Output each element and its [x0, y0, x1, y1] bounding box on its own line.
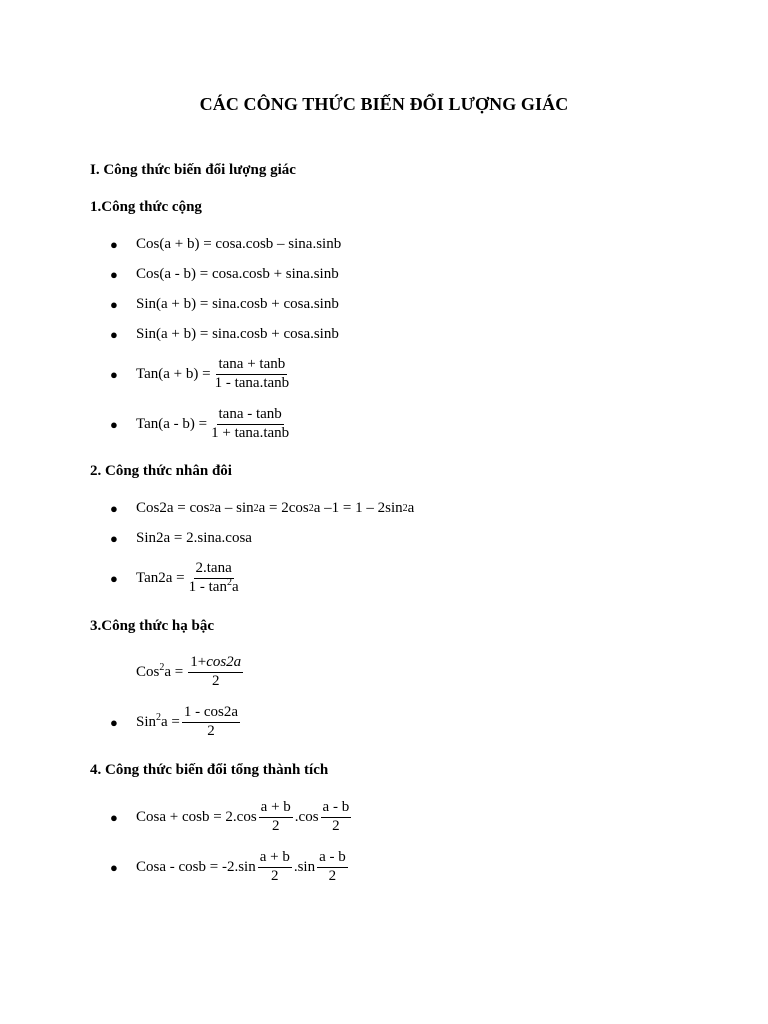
fraction-numerator: a - b — [317, 850, 348, 868]
bullet-icon: ● — [110, 531, 118, 546]
formula-cos-diff-to-product — [110, 850, 350, 885]
fraction — [182, 705, 240, 740]
formula-lhs: Tan2a = — [136, 569, 185, 586]
fraction — [317, 850, 348, 885]
heading-double-angle: 2. Công thức nhân đôi — [90, 463, 232, 479]
formula-cos-sum-to-product — [110, 800, 353, 835]
formula-text: Sin(a + b) = sina.cosb + cosa.sinb — [136, 296, 339, 312]
fraction — [188, 655, 243, 690]
fraction-numerator: a + b — [258, 850, 292, 868]
bullet-icon: ● — [110, 327, 118, 342]
denominator-part: 1 - tan — [188, 578, 227, 595]
bullet-icon: ● — [110, 267, 118, 282]
fraction — [259, 800, 293, 835]
formula-part: Cos2a = cos — [136, 500, 210, 516]
fraction-numerator: tana + tanb — [216, 357, 287, 375]
bullet-icon: ● — [110, 366, 118, 382]
bullet-icon: ● — [110, 416, 118, 432]
formula-mid: .sin — [293, 858, 316, 875]
formula-text: Sin2a = 2.sina.cosa — [136, 530, 252, 546]
fraction-denominator: 2 — [211, 672, 220, 689]
formula-lhs — [136, 661, 184, 681]
lhs-part: Sin — [136, 713, 157, 730]
formula-cos-sum — [110, 236, 341, 253]
formula-part: a –1 = 1 – 2sin — [313, 500, 403, 516]
formula-sin-sum — [110, 296, 339, 313]
bullet-icon: ● — [110, 297, 118, 312]
numerator-part: 1+ — [190, 654, 207, 670]
fraction-numerator — [188, 655, 243, 673]
page-title: CÁC CÔNG THỨC BIẾN ĐỔI LƯỢNG GIÁC — [199, 94, 569, 114]
formula-sin-squared — [110, 705, 242, 740]
formula-cos-squared — [110, 655, 245, 690]
fraction — [258, 850, 292, 885]
formula-tan2a — [110, 561, 243, 596]
fraction-denominator: 2 — [271, 867, 279, 884]
formula-lhs — [136, 711, 180, 731]
numerator-part: cos2a — [206, 654, 242, 670]
formula-tan-sum — [110, 357, 293, 392]
fraction — [209, 407, 291, 442]
formula-cos2a: ● Cos2a = cos 2 a – sin 2 a = 2cos 2 a –1 = 1 – 2sin 2 a — [110, 500, 415, 516]
lhs-part: a = — [161, 713, 180, 730]
exponent: 2 — [159, 661, 165, 673]
fraction-denominator: 1 - tana.tanb — [214, 374, 290, 391]
heading-sum-to-product: 4. Công thức biến đổi tổng thành tích — [90, 762, 329, 778]
formula-lhs: Tan(a - b) = — [136, 415, 208, 432]
formula-lhs: Cosa + cosb = 2.cos — [136, 808, 257, 825]
fraction-denominator — [187, 576, 241, 596]
fraction-denominator: 1 + tana.tanb — [211, 424, 290, 441]
fraction-denominator: 2 — [271, 817, 280, 834]
fraction-numerator: 2.tana — [194, 561, 234, 579]
formula-lhs: Tan(a + b) = — [136, 365, 211, 382]
lhs-part: Cos — [136, 663, 160, 680]
heading-power-reduction: 3.Công thức hạ bậc — [90, 618, 215, 634]
fraction-numerator: tana - tanb — [217, 407, 284, 425]
formula-part: a = 2cos — [258, 500, 309, 516]
fraction — [187, 561, 241, 596]
fraction-numerator: 1 - cos2a — [182, 705, 240, 723]
fraction-numerator: a - b — [321, 800, 352, 818]
formula-sin-sum-repeat — [110, 326, 339, 343]
fraction-denominator: 2 — [332, 817, 340, 834]
bullet-icon: ● — [110, 809, 118, 825]
bullet-icon: ● — [110, 237, 118, 252]
bullet-icon: ● — [110, 501, 118, 516]
section-heading-i: I. Công thức biến đổi lượng giác — [90, 162, 296, 178]
formula-mid: .cos — [294, 808, 319, 825]
formula-tan-diff — [110, 407, 293, 442]
formula-text: Sin(a + b) = sina.cosb + cosa.sinb — [136, 326, 339, 342]
denominator-part: a — [231, 578, 239, 595]
exponent: 2 — [226, 576, 232, 588]
formula-part: a – sin — [214, 500, 254, 516]
heading-addition-formulas: 1.Công thức cộng — [90, 199, 202, 215]
bullet-icon: ● — [110, 859, 118, 875]
fraction-numerator: a + b — [259, 800, 293, 818]
formula-lhs: Cosa - cosb = -2.sin — [136, 858, 256, 875]
lhs-part: a = — [164, 663, 184, 680]
fraction-denominator: 2 — [328, 867, 337, 884]
bullet-icon: ● — [110, 570, 118, 586]
exponent: 2 — [156, 711, 162, 723]
formula-cos-diff — [110, 266, 339, 283]
formula-sin2a — [110, 530, 252, 547]
formula-text: Cos(a + b) = cosa.cosb – sina.sinb — [136, 236, 342, 252]
bullet-icon: ● — [110, 714, 118, 730]
fraction-denominator: 2 — [207, 722, 215, 739]
formula-text: Cos(a - b) = cosa.cosb + sina.sinb — [136, 266, 339, 282]
fraction — [321, 800, 352, 835]
fraction — [213, 357, 292, 392]
formula-part: a — [407, 500, 415, 516]
